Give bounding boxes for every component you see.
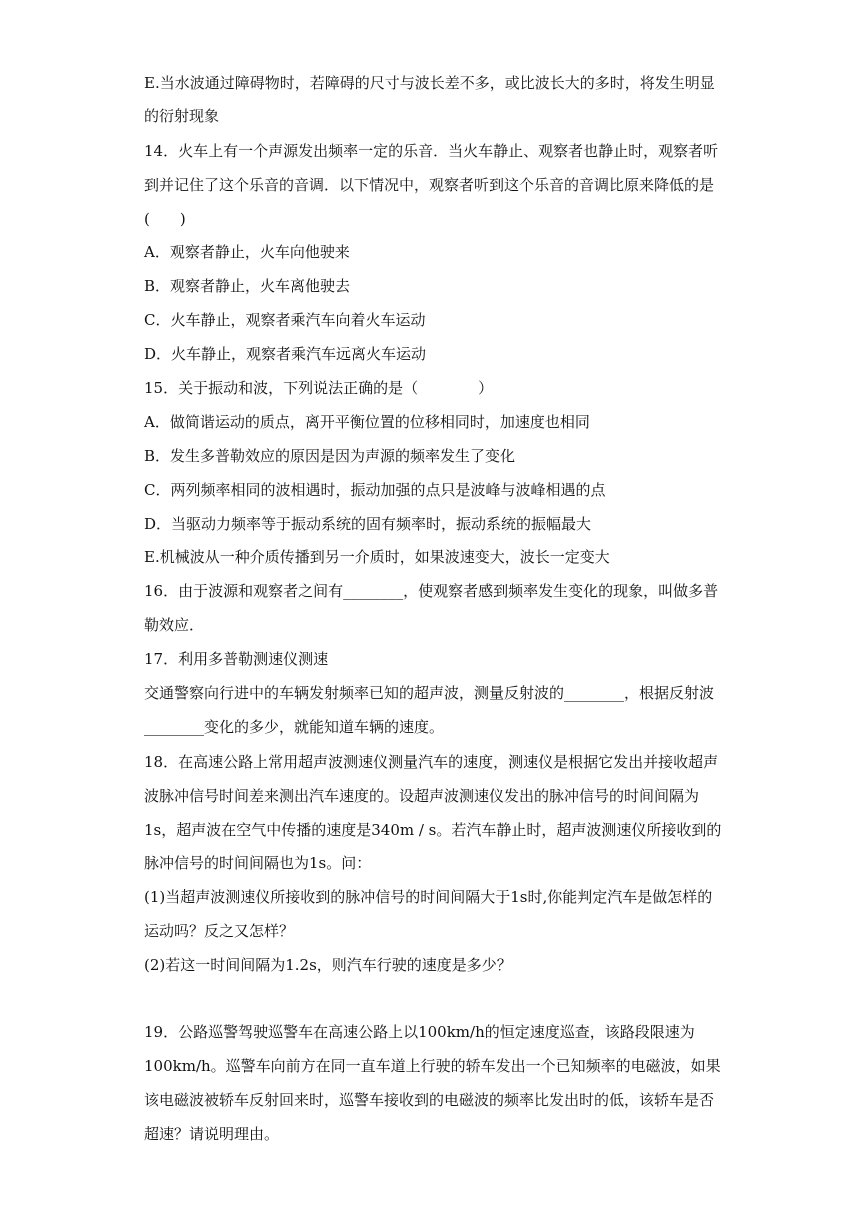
question-18-part-2: (2)若这一时间间隔为1.2s，则汽车行驶的速度是多少？ [144,956,512,974]
question-15-option-b: B．发生多普勒效应的原因是因为声源的频率发生了变化 [144,447,516,465]
question-14-option-c: C．火车静止，观察者乘汽车向着火车运动 [144,311,426,329]
question-19-line-3: 该电磁波被轿车反射回来时，巡警车接收到的电磁波的频率比发出时的低，该轿车是否 [144,1091,715,1109]
option-e-line-2: 的衍射现象 [144,107,220,125]
option-e-line-1: E.当水波通过障碍物时，若障碍的尺寸与波长差不多，或比波长大的多时，将发生明显 [144,74,715,92]
question-15-option-e: E.机械波从一种介质传播到另一介质时，如果波速变大，波长一定变大 [144,548,610,566]
question-14-option-d: D．火车静止，观察者乘汽车远离火车运动 [144,345,427,363]
question-17-line-1: 交通警察向行进中的车辆发射频率已知的超声波，测量反射波的________，根据反射波 [144,684,715,702]
question-14-line-1: 14．火车上有一个声源发出频率一定的乐音．当火车静止、观察者也静止时，观察者听 [144,142,719,160]
question-18-line-3: 1s，超声波在空气中传播的速度是340m / s。若汽车静止时，超声波测速仪所接收到的 [144,821,722,839]
question-18-part-1-line-1: (1)当超声波测速仪所接收到的脉冲信号的时间间隔大于1s时,你能判定汽车是做怎样的 [144,888,713,906]
question-19-line-2: 100km/h。巡警车向前方在同一直车道上行驶的轿车发出一个已知频率的电磁波，如果 [144,1057,721,1075]
question-17-title: 17．利用多普勒测速仪测速 [144,650,329,668]
question-18-part-1-line-2: 运动吗？反之又怎样？ [144,922,295,940]
question-15-option-c: C．两列频率相同的波相遇时，振动加强的点只是波峰与波峰相遇的点 [144,481,606,499]
question-16-line-2: 勒效应． [144,616,205,634]
question-17-line-2: ________变化的多少，就能知道车辆的速度。 [144,718,445,736]
question-19-line-4: 超速？请说明理由。 [144,1125,280,1143]
question-18-line-4: 脉冲信号的时间间隔也为1s。问： [144,854,372,872]
question-15-option-d: D．当驱动力频率等于振动系统的固有频率时，振动系统的振幅最大 [144,515,592,533]
question-16-line-1: 16．由于波源和观察者之间有________，使观察者感到频率发生变化的现象，叫做多普 [144,582,719,600]
question-15-option-a: A．做简谐运动的质点，离开平衡位置的位移相同时，加速度也相同 [144,413,590,431]
question-18-line-2: 波脉冲信号时间差来测出汽车速度的。设超声波测速仪发出的脉冲信号的时间间隔为 [144,787,700,805]
question-14-option-b: B．观察者静止，火车离他驶去 [144,277,351,295]
question-14-option-a: A．观察者静止，火车向他驶来 [144,243,350,261]
question-14-line-2: 到并记住了这个乐音的音调．以下情况中，观察者听到这个乐音的音调比原来降低的是 [144,176,715,194]
question-19-line-1: 19．公路巡警驾驶巡警车在高速公路上以100km/h的恒定速度巡查，该路段限速为 [144,1023,695,1041]
question-15-stem: 15．关于振动和波，下列说法正确的是（ ） [144,379,494,397]
question-14-answer-blank: ( ) [144,210,186,228]
question-18-line-1: 18．在高速公路上常用超声波测速仪测量汽车的速度，测速仪是根据它发出并接收超声 [144,753,719,771]
